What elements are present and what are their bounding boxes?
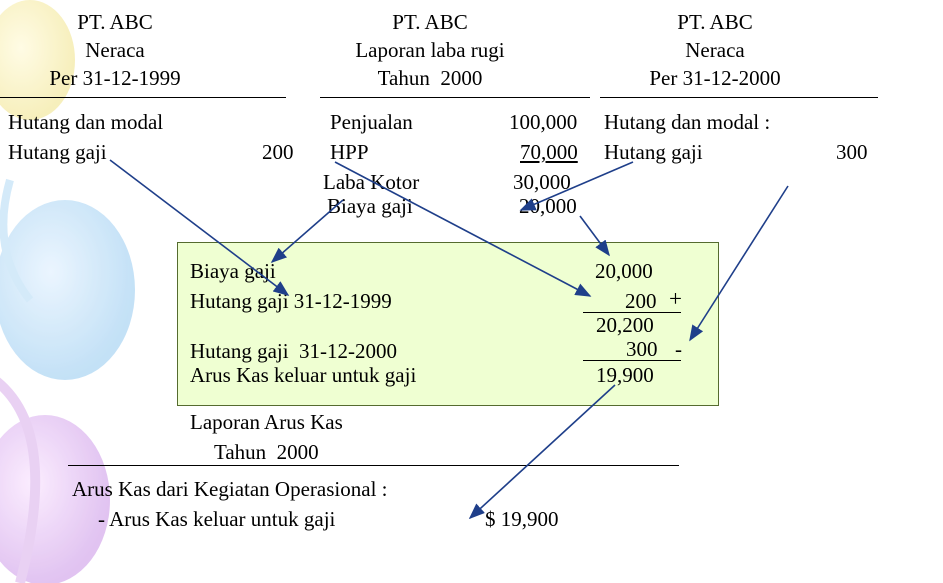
arrow-calc-to-aruskas — [470, 385, 615, 518]
labarugi-company: PT. ABC — [392, 10, 468, 34]
labarugi-period: Tahun 2000 — [377, 66, 483, 90]
neraca-1999-title: Neraca — [85, 38, 145, 62]
aruskas-item-value: $ 19,900 — [485, 507, 559, 531]
labarugi-row-label: Biaya gaji — [327, 194, 413, 218]
labarugi-title: Laporan laba rugi — [355, 38, 505, 62]
calc-label-hutang-2000: Hutang gaji 31-12-2000 — [190, 339, 398, 363]
arrow-hutang-1999-to-calc — [110, 160, 288, 295]
calc-value-5: 19,900 — [596, 363, 654, 387]
calc-op-minus: - — [675, 337, 682, 361]
calc-op-plus: + — [669, 286, 682, 311]
neraca-2000-item-value: 300 — [836, 140, 868, 164]
labarugi-row-value: 100,000 — [509, 110, 578, 134]
neraca-2000-item-label: Hutang gaji — [604, 140, 703, 164]
calc-value-3: 20,200 — [596, 313, 654, 337]
calc-label-biaya: Biaya gaji — [190, 259, 276, 283]
calc-value-1: 20,000 — [595, 259, 653, 283]
labarugi-row-label: HPP — [330, 140, 369, 164]
neraca-2000-section: Hutang dan modal : — [604, 110, 771, 134]
labarugi-row-label: Laba Kotor — [323, 170, 420, 194]
neraca-1999-item-value: 200 — [262, 140, 294, 164]
calc-label-hutang-1999: Hutang gaji 31-12-1999 — [190, 289, 392, 313]
neraca-2000-company: PT. ABC — [677, 10, 753, 34]
arrow-hutang-2000-to-calc — [521, 162, 633, 210]
calc-value-2: 200 — [625, 289, 657, 313]
neraca-1999-item-label: Hutang gaji — [8, 140, 107, 164]
neraca-1999-section: Hutang dan modal — [8, 110, 164, 134]
arrow-hpp-to-calc — [335, 162, 590, 296]
arrow-biaya-value-to-calc — [580, 216, 609, 255]
labarugi-row-value: 30,000 — [513, 170, 571, 194]
labarugi-row-label: Penjualan — [330, 110, 413, 134]
aruskas-period: Tahun 2000 — [214, 440, 319, 464]
neraca-2000-date: Per 31-12-2000 — [649, 66, 781, 90]
arrow-biaya-to-calc — [272, 200, 343, 262]
neraca-1999-company: PT. ABC — [77, 10, 153, 34]
neraca-2000-title: Neraca — [685, 38, 745, 62]
neraca-1999-date: Per 31-12-1999 — [49, 66, 181, 90]
aruskas-section: Arus Kas dari Kegiatan Operasional : — [72, 477, 388, 501]
calc-label-arus: Arus Kas keluar untuk gaji — [190, 363, 417, 387]
labarugi-row-value: 70,000 — [520, 140, 578, 164]
aruskas-title: Laporan Arus Kas — [190, 410, 343, 434]
aruskas-item-label: - Arus Kas keluar untuk gaji — [98, 507, 336, 531]
labarugi-row-value: 20,000 — [519, 194, 577, 218]
arrow-hutang-2000-value-to-calc — [690, 186, 788, 340]
calc-value-4: 300 — [626, 337, 658, 361]
